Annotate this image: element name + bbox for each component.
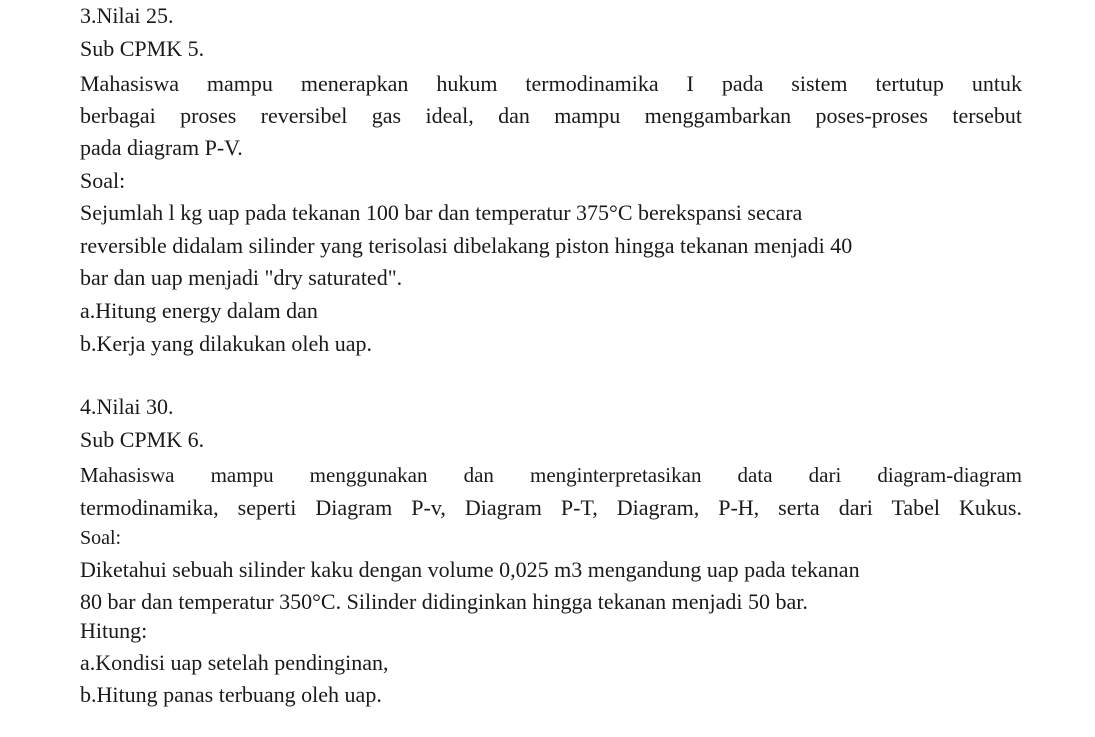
q4-title: 4.Nilai 30.: [80, 394, 174, 419]
q3-objective-line-2: berbagai proses reversibel gas ideal, dan mampu menggambarkan poses-proses tersebut: [80, 103, 1022, 128]
q3-question-line-1: Sejumlah l kg uap pada tekanan 100 bar dan temperatur 375°C berekspansi secara: [80, 200, 803, 225]
q3-title: 3.Nilai 25.: [80, 3, 174, 28]
q3-sub-cpmk: Sub CPMK 5.: [80, 36, 205, 61]
q3-objective-line-1: Mahasiswa mampu menerapkan hukum termodinamika I pada sistem tertutup untuk: [80, 71, 1022, 96]
q4-objective-line-2: termodinamika, seperti Diagram P-v, Diagram P-T, Diagram, P-H, serta dari Tabel Kukus.: [80, 495, 1022, 520]
q4-sub-cpmk: Sub CPMK 6.: [80, 427, 205, 452]
q4-item-a: a.Kondisi uap setelah pendinginan,: [80, 650, 389, 675]
q4-soal-label: Soal:: [80, 527, 122, 549]
q3-objective-line-3: pada diagram P-V.: [80, 135, 243, 160]
q4-question-line-2: 80 bar dan temperatur 350°C. Silinder didinginkan hingga tekanan menjadi 50 bar.: [80, 589, 808, 614]
q3-item-a: a.Hitung energy dalam dan: [80, 298, 318, 323]
q4-hitung-label: Hitung:: [80, 618, 148, 643]
q3-item-b: b.Kerja yang dilakukan oleh uap.: [80, 331, 373, 356]
q3-question-line-2: reversible didalam silinder yang terisolasi dibelakang piston hingga tekanan menjadi 40: [80, 233, 853, 258]
q4-item-b: b.Hitung panas terbuang oleh uap.: [80, 682, 382, 707]
q3-question-line-3: bar dan uap menjadi "dry saturated".: [80, 265, 403, 290]
q4-question-line-1: Diketahui sebuah silinder kaku dengan volume 0,025 m3 mengandung uap pada tekanan: [80, 557, 860, 582]
q3-soal-label: Soal:: [80, 168, 126, 193]
q4-objective-line-1: Mahasiswa mampu menggunakan dan menginterpretasikan data dari diagram-diagram: [80, 463, 1022, 487]
